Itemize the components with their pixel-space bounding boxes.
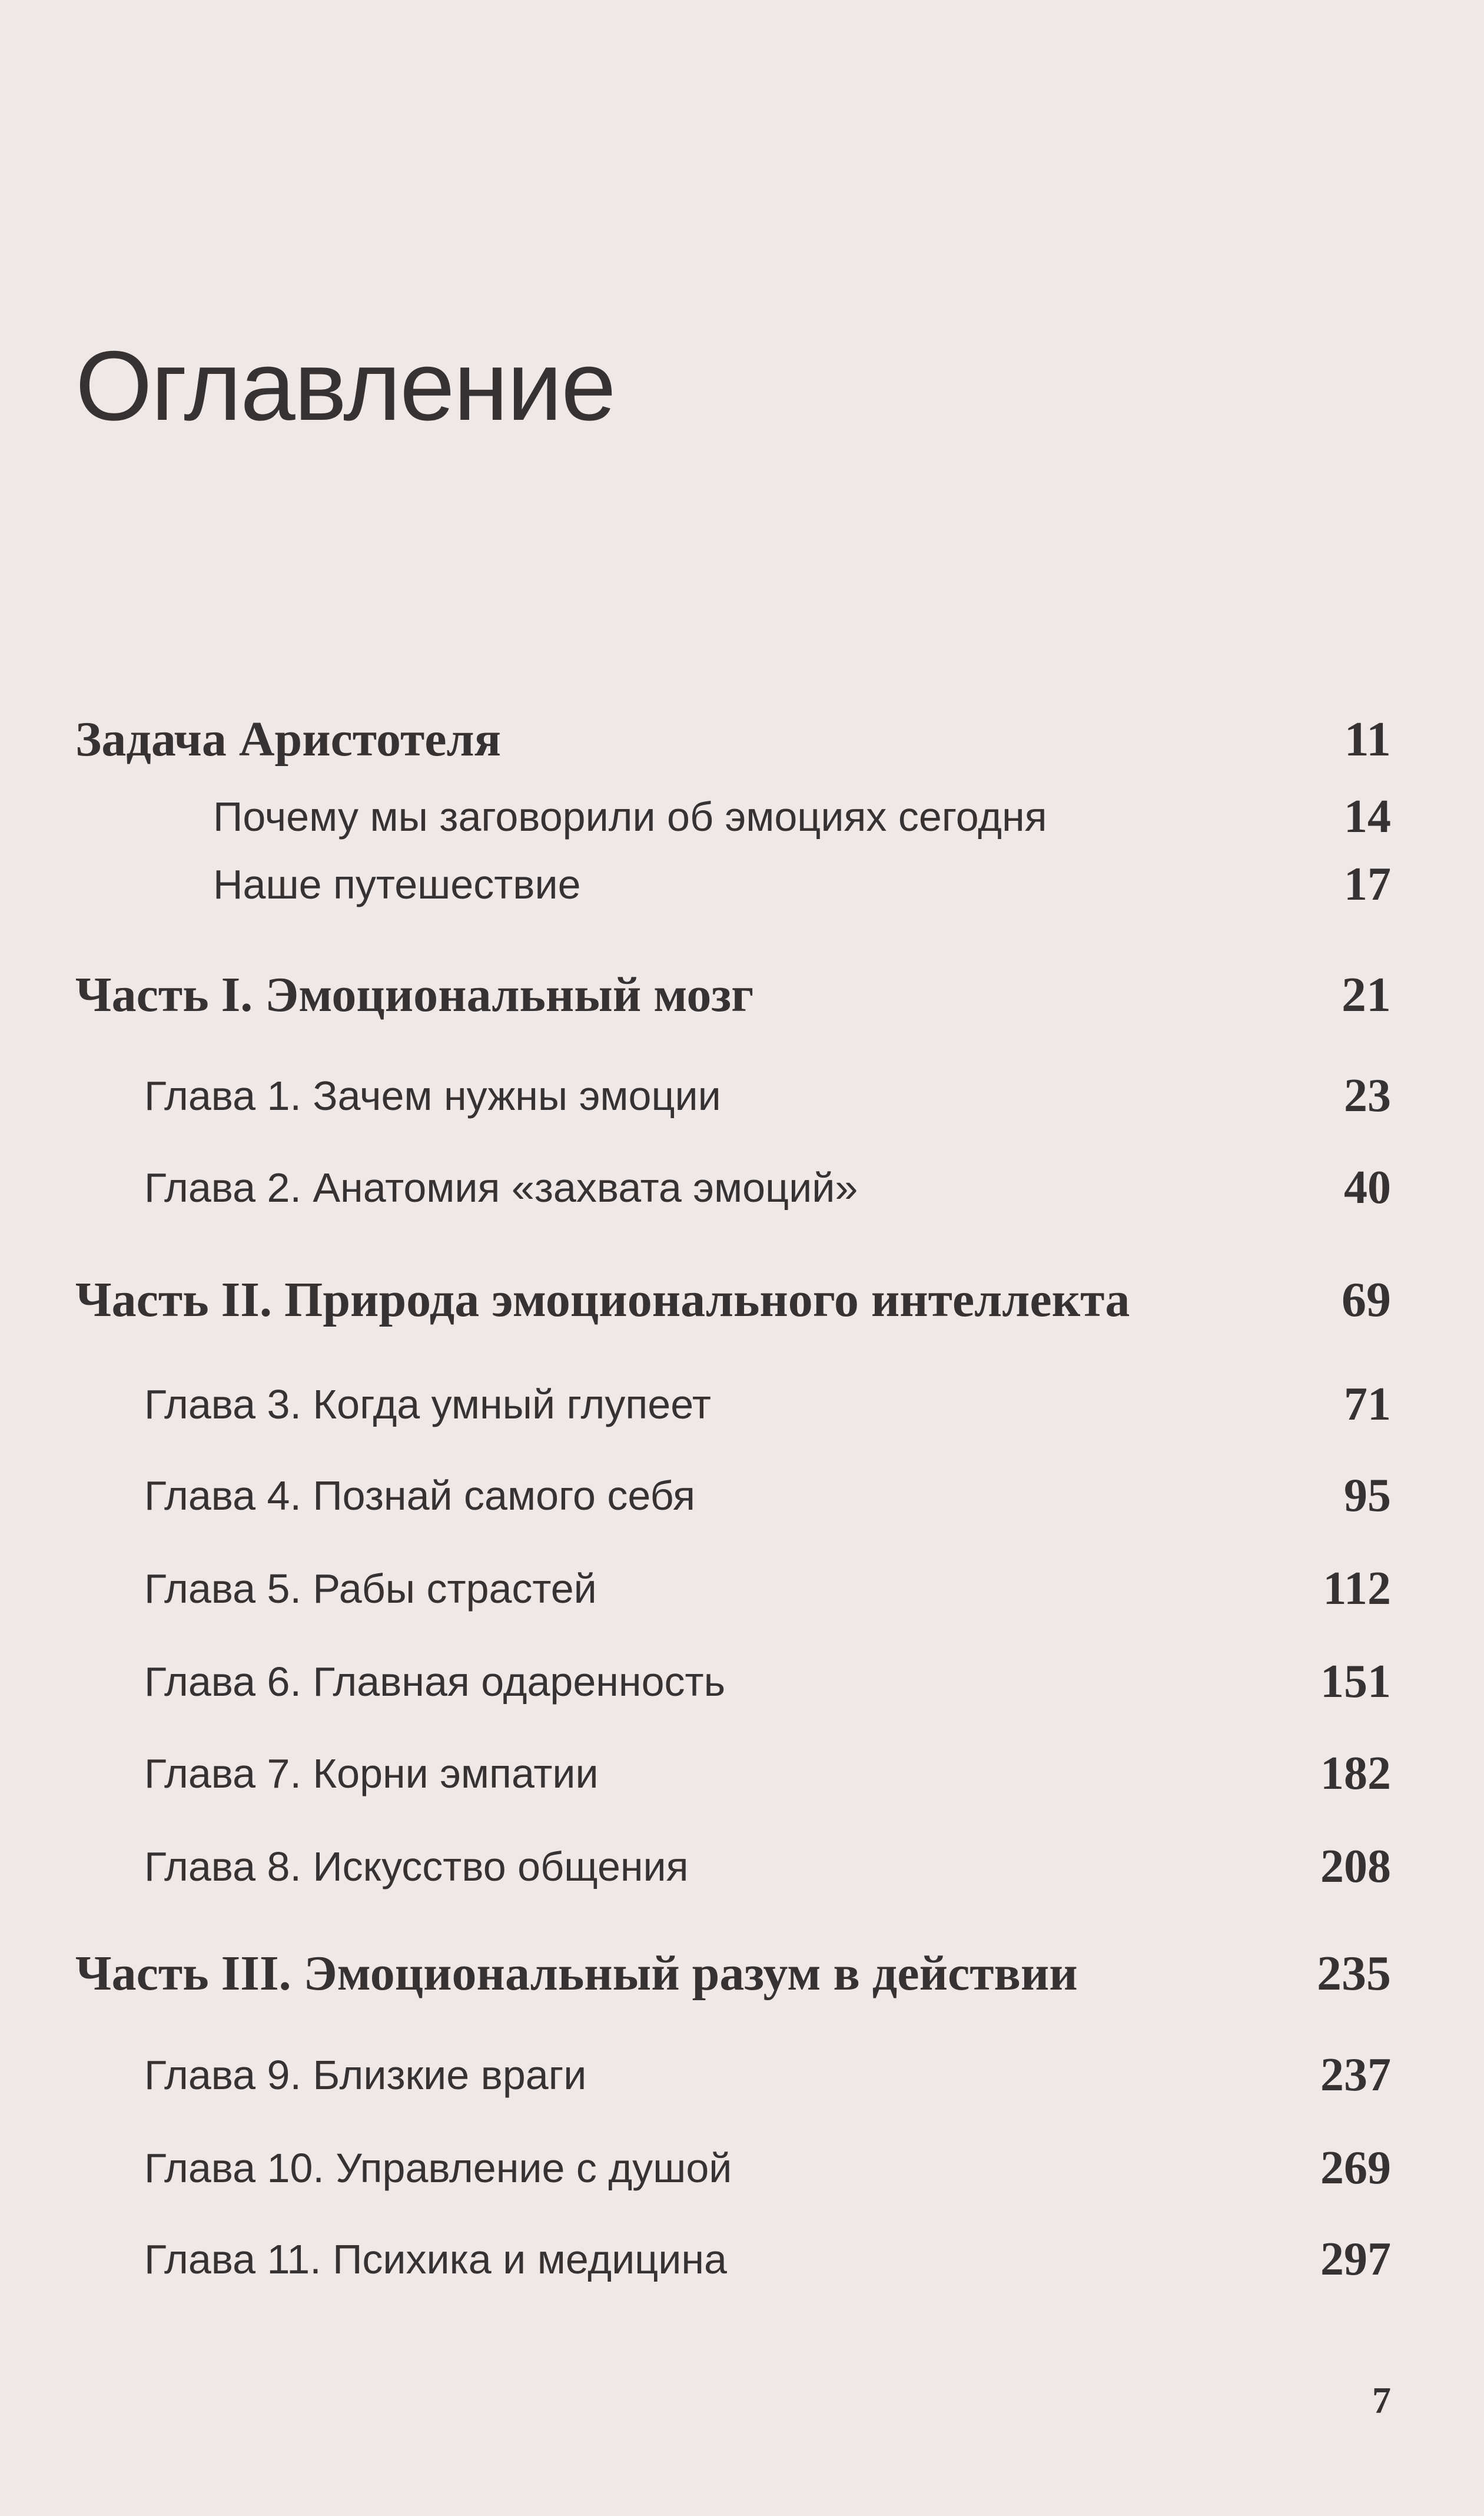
toc-page: 69: [1342, 1272, 1391, 1327]
toc-page: 269: [1320, 2142, 1391, 2194]
toc-page: 11: [1344, 712, 1391, 767]
toc-page: 21: [1342, 967, 1391, 1022]
toc-page: 112: [1323, 1563, 1391, 1615]
toc-entry: [0, 2230, 1484, 2289]
toc-label: Почему мы заговорили об эмоциях сегодня: [213, 794, 1047, 840]
toc-page: 235: [1317, 1946, 1391, 2001]
toc-entry: [0, 1744, 1484, 1803]
toc-page: 14: [1344, 791, 1391, 843]
toc-page: 208: [1320, 1841, 1391, 1892]
toc-label: Глава 9. Близкие враги: [144, 2052, 587, 2098]
toc-entry: [0, 1559, 1484, 1618]
toc-section: [0, 710, 1484, 769]
toc-entry: [0, 2046, 1484, 2104]
toc-page: 95: [1344, 1470, 1391, 1521]
toc-section: [0, 966, 1484, 1025]
toc-label: Глава 1. Зачем нужны эмоции: [144, 1073, 721, 1119]
toc-entry: [0, 1837, 1484, 1896]
toc-label: Глава 4. Познай самого себя: [144, 1473, 696, 1519]
toc-label: Часть II. Природа эмоционального интеллекта: [75, 1272, 1130, 1327]
toc-entry: [0, 855, 1484, 914]
toc-label: Часть III. Эмоциональный разум в действии: [75, 1946, 1078, 2001]
toc-label: Глава 8. Искусство общения: [144, 1844, 689, 1890]
toc-label: Наше путешествие: [213, 861, 581, 907]
toc-page: 23: [1344, 1070, 1391, 1122]
toc-page: 151: [1320, 1656, 1391, 1708]
toc-label: Задача Аристотеля: [75, 712, 502, 767]
toc-section: [0, 1271, 1484, 1330]
toc-label: Глава 11. Психика и медицина: [144, 2236, 727, 2282]
toc-label: Глава 3. Когда умный глупеет: [144, 1381, 711, 1427]
toc-entry: [0, 1652, 1484, 1711]
toc-page: 17: [1344, 858, 1391, 910]
page-number: 7: [1372, 2379, 1391, 2421]
toc-page: 71: [1344, 1378, 1391, 1430]
toc-label: Часть I. Эмоциональный мозг: [75, 967, 754, 1022]
toc-page: 40: [1344, 1162, 1391, 1214]
toc-page: 297: [1320, 2233, 1391, 2285]
toc-entry: [0, 1466, 1484, 1525]
toc-page: 182: [1320, 1748, 1391, 1799]
toc-label: Глава 7. Корни эмпатии: [144, 1751, 599, 1796]
toc-section: [0, 1944, 1484, 2003]
toc-entry: [0, 787, 1484, 846]
toc-label: Глава 10. Управление с душой: [144, 2145, 732, 2191]
toc-entry: [0, 1066, 1484, 1125]
toc-entry: [0, 1375, 1484, 1434]
toc-label: Глава 2. Анатомия «захвата эмоций»: [144, 1165, 858, 1211]
toc-entry: [0, 1158, 1484, 1217]
toc-label: Глава 6. Главная одаренность: [144, 1659, 726, 1705]
toc-page: 237: [1320, 2049, 1391, 2101]
toc-entry: [0, 2139, 1484, 2197]
page-title: Оглавление: [75, 330, 615, 441]
toc-label: Глава 5. Рабы страстей: [144, 1566, 597, 1612]
